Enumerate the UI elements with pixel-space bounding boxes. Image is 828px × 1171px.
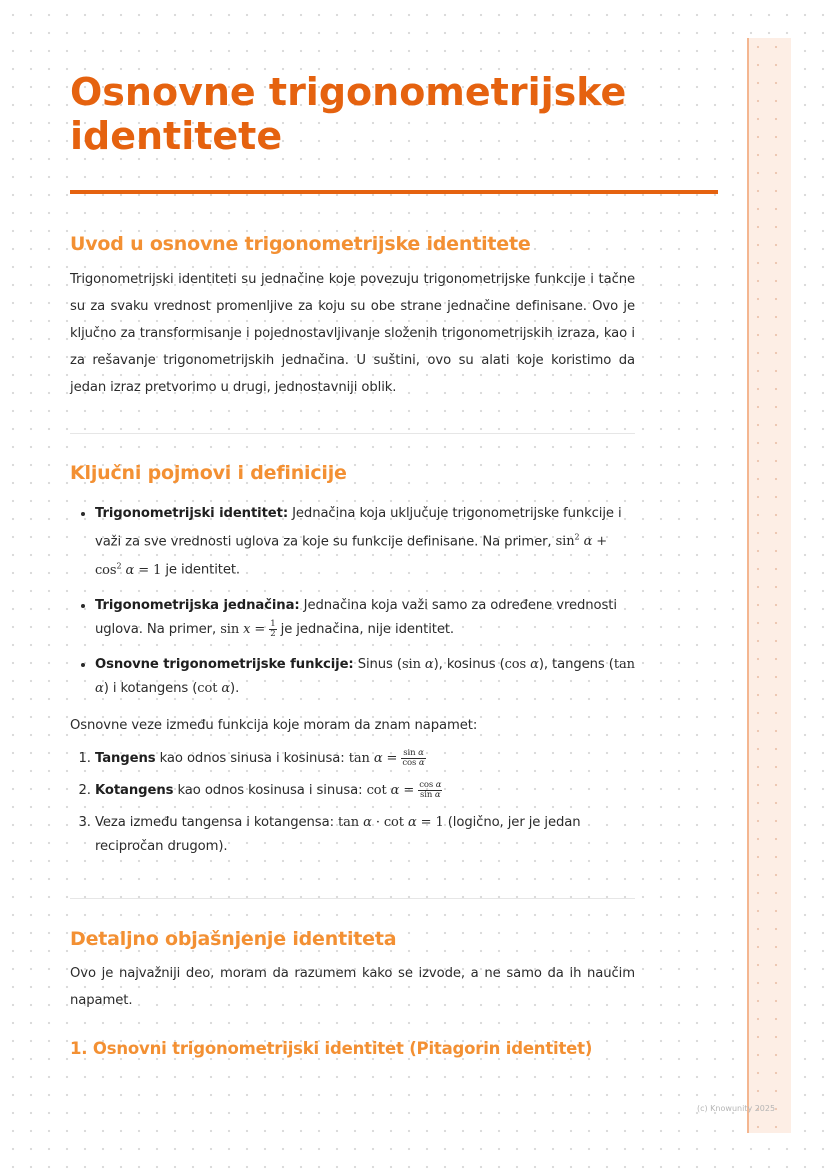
term: Trigonometrijski identitet: bbox=[95, 506, 289, 521]
list-item bbox=[95, 594, 635, 642]
intro-section bbox=[70, 232, 635, 401]
definition-text: ), tangens ( bbox=[538, 656, 614, 672]
formula: tan α = $\frac{\text{sin α}}{\text{cos α}}$ bbox=[348, 747, 425, 768]
side-margin-strip bbox=[747, 38, 791, 1133]
list-item bbox=[95, 747, 635, 771]
page-header bbox=[70, 70, 635, 158]
title-underline bbox=[70, 190, 718, 194]
list-item bbox=[95, 779, 635, 803]
formula: sin α bbox=[401, 656, 434, 672]
footer-copyright: (c) Knowunity 2025 bbox=[697, 1104, 776, 1113]
intro-paragraph: Trigonometrijski identiteti su jednačine koje povezuju trigonometrijske funkcije i tačne su za svaku vrednost promenljive za koju su obe strane jednačine definisane. Ovo je ključno za transformisanje i pojednostavljivanje složenih trigonometrijskih izraza, kao i za rešavanje trigonometrijskih jednačina. U suštini, ovo su alati koje koristimo da jedan izraz pretvorimo u drugi, jednostavniji oblik. bbox=[70, 272, 635, 395]
formula: tan α · cot α = 1 bbox=[338, 814, 444, 830]
concepts-list bbox=[70, 502, 635, 701]
page-title: Osnovne trigonometrijske identitete bbox=[70, 70, 627, 158]
detail-paragraph: Ovo je najvažniji deo, moram da razumem kako se izvode, a ne samo da ih naučim napamet. bbox=[70, 966, 635, 1008]
intro-heading: Uvod u osnovne trigonometrijske identitete bbox=[70, 233, 531, 255]
definition-text: ), kosinus ( bbox=[433, 656, 505, 672]
concepts-heading: Ključni pojmovi i definicije bbox=[70, 462, 347, 484]
term: Trigonometrijska jednačina: bbox=[95, 597, 300, 613]
term: Osnovne trigonometrijske funkcije: bbox=[95, 656, 354, 672]
formula: cot α = $\frac{\text{cos α}}{\text{sin α}}$ bbox=[366, 779, 442, 800]
section-divider bbox=[70, 898, 635, 899]
formula: tan α bbox=[95, 656, 635, 696]
definition-text: Jednačina koja važi samo za određene vrednosti uglova. Na primer, bbox=[95, 597, 617, 637]
definition-text: je jednačina, nije identitet. bbox=[276, 621, 455, 637]
relation-text: Veza između tangensa i kotangensa: bbox=[95, 814, 338, 830]
detail-section bbox=[70, 927, 635, 1060]
list-item bbox=[95, 502, 635, 583]
formula: sin x = $\frac{1}{2}$ bbox=[220, 618, 276, 639]
definition-text: ) i kotangens ( bbox=[103, 680, 198, 696]
term: Tangens bbox=[95, 750, 156, 766]
concepts-section bbox=[70, 461, 635, 867]
definition-text: Jednačina koja uključuje trigonometrijske funkcije i važi za sve vrednosti uglova za koje su funkcije definisane. Na primer, bbox=[95, 506, 622, 550]
list-item bbox=[95, 811, 635, 859]
term: Kotangens bbox=[95, 782, 174, 798]
definition-text: Sinus ( bbox=[353, 656, 402, 672]
relation-text: kao odnos sinusa i kosinusa: bbox=[155, 750, 349, 766]
definition-text: je identitet. bbox=[161, 562, 240, 578]
relations-intro: Osnovne veze između funkcija koje moram da znam napamet: bbox=[70, 717, 478, 733]
relation-text: (logično, jer je jedan recipročan drugom). bbox=[95, 814, 581, 854]
definition-text: ). bbox=[230, 680, 240, 696]
relation-text: kao odnos kosinusa i sinusa: bbox=[173, 782, 367, 798]
relations-list bbox=[70, 747, 635, 859]
formula: $\sin^2 \alpha + \cos^2 \alpha = 1$ bbox=[95, 533, 608, 578]
list-item bbox=[95, 653, 635, 701]
formula: cot α bbox=[197, 680, 231, 696]
detail-subheading: 1. Osnovni trigonometrijski identitet (Pitagorin identitet) bbox=[70, 1039, 593, 1058]
detail-heading: Detaljno objašnjenje identiteta bbox=[70, 928, 397, 950]
section-divider bbox=[70, 433, 635, 434]
formula: cos α bbox=[504, 656, 539, 672]
